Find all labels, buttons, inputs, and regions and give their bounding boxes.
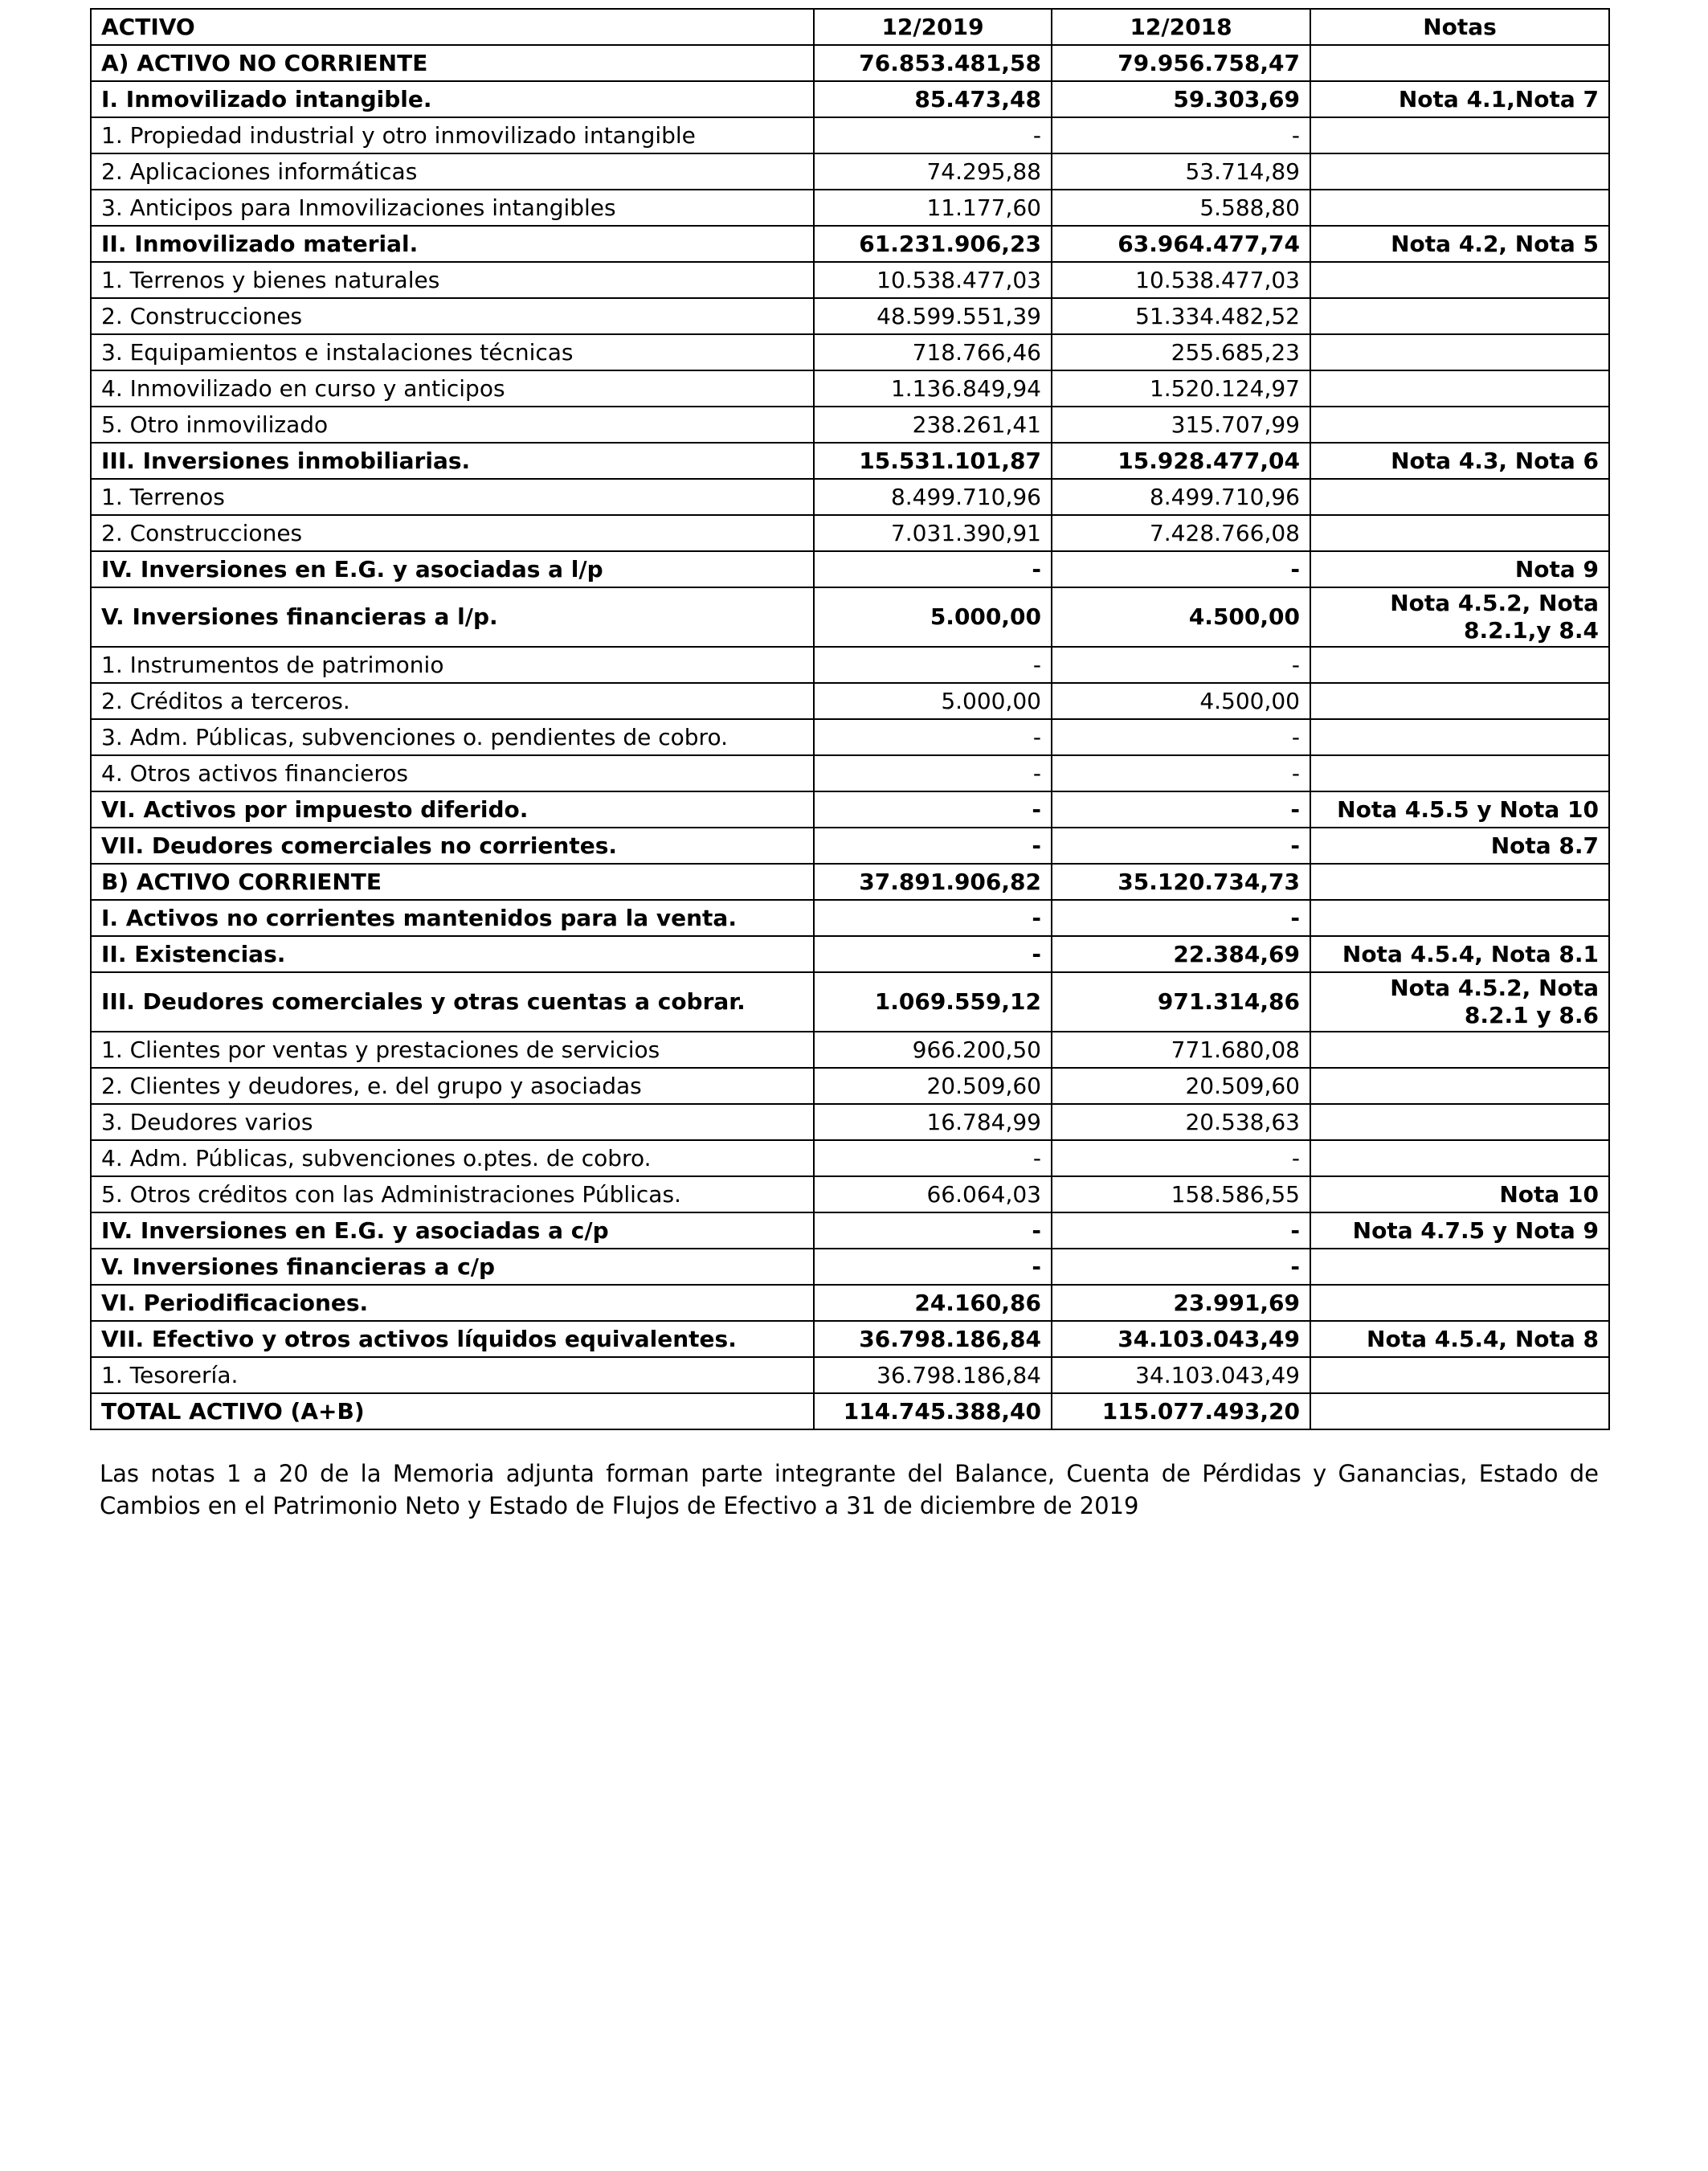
row-notes: [1310, 515, 1609, 551]
row-concept: VI. Periodificaciones.: [91, 1285, 814, 1321]
table-row: [91, 828, 1609, 864]
header-concept: ACTIVO: [91, 9, 814, 45]
row-notes: Nota 4.1,Nota 7: [1310, 81, 1609, 117]
table-row: [91, 551, 1609, 587]
row-value-2019: 48.599.551,39: [814, 298, 1052, 334]
table-row: [91, 117, 1609, 153]
row-concept: 1. Tesorería.: [91, 1357, 814, 1393]
row-value-2019: 76.853.481,58: [814, 45, 1052, 81]
row-concept: 1. Terrenos: [91, 479, 814, 515]
table-row: [91, 755, 1609, 791]
table-row: [91, 972, 1609, 1032]
row-value-2018: -: [1052, 791, 1310, 828]
row-concept: 3. Adm. Públicas, subvenciones o. pendientes de cobro.: [91, 719, 814, 755]
row-notes: [1310, 153, 1609, 190]
row-notes: Nota 4.5.2, Nota 8.2.1,y 8.4: [1310, 587, 1609, 647]
table-row: [91, 791, 1609, 828]
row-value-2018: 63.964.477,74: [1052, 226, 1310, 262]
row-value-2019: 15.531.101,87: [814, 443, 1052, 479]
row-concept: VII. Efectivo y otros activos líquidos equivalentes.: [91, 1321, 814, 1357]
row-value-2019: 10.538.477,03: [814, 262, 1052, 298]
row-value-2018: 34.103.043,49: [1052, 1357, 1310, 1393]
row-concept: TOTAL ACTIVO (A+B): [91, 1393, 814, 1429]
row-concept: A) ACTIVO NO CORRIENTE: [91, 45, 814, 81]
row-concept: III. Inversiones inmobiliarias.: [91, 443, 814, 479]
footnote: Las notas 1 a 20 de la Memoria adjunta forman parte integrante del Balance, Cuenta de Pérdidas y Ganancias, Estado de Cambios en el Patrimonio Neto y Estado de Flujos de Efectivo a 31 de diciembre de 2019: [100, 1460, 1599, 1519]
row-value-2018: -: [1052, 828, 1310, 864]
table-body: [91, 45, 1609, 1429]
row-value-2019: -: [814, 647, 1052, 683]
table-row: [91, 407, 1609, 443]
row-value-2018: 34.103.043,49: [1052, 1321, 1310, 1357]
row-value-2019: -: [814, 1249, 1052, 1285]
row-value-2018: 20.538,63: [1052, 1104, 1310, 1140]
row-concept: 5. Otro inmovilizado: [91, 407, 814, 443]
row-notes: Nota 4.5.4, Nota 8: [1310, 1321, 1609, 1357]
row-notes: [1310, 1393, 1609, 1429]
row-concept: 3. Anticipos para Inmovilizaciones intangibles: [91, 190, 814, 226]
row-concept: V. Inversiones financieras a l/p.: [91, 587, 814, 647]
row-notes: [1310, 479, 1609, 515]
row-value-2018: 51.334.482,52: [1052, 298, 1310, 334]
row-notes: Nota 4.7.5 y Nota 9: [1310, 1212, 1609, 1249]
table-row: [91, 370, 1609, 407]
row-value-2019: 8.499.710,96: [814, 479, 1052, 515]
row-notes: Nota 8.7: [1310, 828, 1609, 864]
row-concept: II. Inmovilizado material.: [91, 226, 814, 262]
row-value-2018: 15.928.477,04: [1052, 443, 1310, 479]
row-value-2018: 7.428.766,08: [1052, 515, 1310, 551]
row-notes: [1310, 45, 1609, 81]
row-value-2019: 37.891.906,82: [814, 864, 1052, 900]
row-notes: [1310, 190, 1609, 226]
row-notes: [1310, 370, 1609, 407]
row-value-2019: 36.798.186,84: [814, 1357, 1052, 1393]
row-value-2018: 59.303,69: [1052, 81, 1310, 117]
row-value-2019: 1.136.849,94: [814, 370, 1052, 407]
row-value-2019: 16.784,99: [814, 1104, 1052, 1140]
row-value-2019: 61.231.906,23: [814, 226, 1052, 262]
row-concept: 4. Otros activos financieros: [91, 755, 814, 791]
header-year-2019: 12/2019: [814, 9, 1052, 45]
table-row: [91, 1285, 1609, 1321]
row-value-2018: 8.499.710,96: [1052, 479, 1310, 515]
row-value-2018: -: [1052, 755, 1310, 791]
row-value-2018: 35.120.734,73: [1052, 864, 1310, 900]
row-value-2019: -: [814, 719, 1052, 755]
row-value-2018: 20.509,60: [1052, 1068, 1310, 1104]
row-concept: 3. Equipamientos e instalaciones técnicas: [91, 334, 814, 370]
table-row: [91, 226, 1609, 262]
row-value-2018: 22.384,69: [1052, 936, 1310, 972]
row-notes: Nota 4.5.2, Nota 8.2.1 y 8.6: [1310, 972, 1609, 1032]
balance-sheet-table: [90, 8, 1610, 1430]
row-value-2019: -: [814, 1140, 1052, 1176]
row-value-2019: 85.473,48: [814, 81, 1052, 117]
row-notes: [1310, 1140, 1609, 1176]
row-value-2019: 24.160,86: [814, 1285, 1052, 1321]
row-notes: Nota 4.5.4, Nota 8.1: [1310, 936, 1609, 972]
row-notes: Nota 4.3, Nota 6: [1310, 443, 1609, 479]
row-value-2018: 771.680,08: [1052, 1032, 1310, 1068]
row-notes: Nota 4.2, Nota 5: [1310, 226, 1609, 262]
table-row: [91, 334, 1609, 370]
row-notes: [1310, 1032, 1609, 1068]
row-notes: [1310, 900, 1609, 936]
table-row: [91, 1176, 1609, 1212]
row-concept: 1. Terrenos y bienes naturales: [91, 262, 814, 298]
row-concept: 1. Propiedad industrial y otro inmovilizado intangible: [91, 117, 814, 153]
row-value-2019: 718.766,46: [814, 334, 1052, 370]
row-concept: 1. Clientes por ventas y prestaciones de servicios: [91, 1032, 814, 1068]
row-concept: 3. Deudores varios: [91, 1104, 814, 1140]
row-value-2018: 23.991,69: [1052, 1285, 1310, 1321]
row-concept: 4. Inmovilizado en curso y anticipos: [91, 370, 814, 407]
table-row: [91, 683, 1609, 719]
row-concept: 2. Construcciones: [91, 298, 814, 334]
row-notes: Nota 10: [1310, 1176, 1609, 1212]
row-concept: III. Deudores comerciales y otras cuentas a cobrar.: [91, 972, 814, 1032]
row-value-2019: -: [814, 828, 1052, 864]
row-value-2019: 74.295,88: [814, 153, 1052, 190]
table-row: [91, 1357, 1609, 1393]
row-value-2018: 158.586,55: [1052, 1176, 1310, 1212]
table-row: [91, 1393, 1609, 1429]
row-notes: [1310, 298, 1609, 334]
row-notes: [1310, 683, 1609, 719]
header-notes: Notas: [1310, 9, 1609, 45]
table-row: [91, 1249, 1609, 1285]
row-concept: IV. Inversiones en E.G. y asociadas a l/p: [91, 551, 814, 587]
row-value-2019: 114.745.388,40: [814, 1393, 1052, 1429]
row-value-2018: 4.500,00: [1052, 587, 1310, 647]
row-concept: 2. Clientes y deudores, e. del grupo y asociadas: [91, 1068, 814, 1104]
table-row: [91, 515, 1609, 551]
row-value-2019: -: [814, 936, 1052, 972]
row-value-2018: -: [1052, 719, 1310, 755]
header-year-2018: 12/2018: [1052, 9, 1310, 45]
row-notes: [1310, 1357, 1609, 1393]
row-concept: B) ACTIVO CORRIENTE: [91, 864, 814, 900]
row-value-2018: -: [1052, 1140, 1310, 1176]
row-value-2018: 4.500,00: [1052, 683, 1310, 719]
row-concept: 2. Créditos a terceros.: [91, 683, 814, 719]
row-notes: [1310, 864, 1609, 900]
row-notes: [1310, 1068, 1609, 1104]
row-value-2019: -: [814, 791, 1052, 828]
table-row: [91, 1104, 1609, 1140]
table-row: [91, 1212, 1609, 1249]
table-row: [91, 936, 1609, 972]
row-concept: II. Existencias.: [91, 936, 814, 972]
row-concept: 2. Aplicaciones informáticas: [91, 153, 814, 190]
row-value-2019: 66.064,03: [814, 1176, 1052, 1212]
row-notes: [1310, 755, 1609, 791]
table-row: [91, 190, 1609, 226]
table-row: [91, 298, 1609, 334]
row-value-2019: -: [814, 551, 1052, 587]
table-row: [91, 81, 1609, 117]
row-value-2018: 971.314,86: [1052, 972, 1310, 1032]
row-value-2018: 10.538.477,03: [1052, 262, 1310, 298]
row-notes: [1310, 1285, 1609, 1321]
row-value-2018: 115.077.493,20: [1052, 1393, 1310, 1429]
row-value-2019: 5.000,00: [814, 683, 1052, 719]
table-row: [91, 900, 1609, 936]
row-value-2019: 238.261,41: [814, 407, 1052, 443]
table-row: [91, 864, 1609, 900]
row-value-2018: -: [1052, 900, 1310, 936]
row-notes: [1310, 334, 1609, 370]
row-value-2018: -: [1052, 551, 1310, 587]
table-row: [91, 479, 1609, 515]
row-notes: [1310, 1249, 1609, 1285]
row-concept: 2. Construcciones: [91, 515, 814, 551]
table-row: [91, 647, 1609, 683]
row-value-2018: 255.685,23: [1052, 334, 1310, 370]
table-row: [91, 153, 1609, 190]
row-value-2018: 5.588,80: [1052, 190, 1310, 226]
table-row: [91, 1321, 1609, 1357]
table-row: [91, 719, 1609, 755]
row-value-2019: 1.069.559,12: [814, 972, 1052, 1032]
row-value-2018: 53.714,89: [1052, 153, 1310, 190]
table-row: [91, 262, 1609, 298]
row-value-2018: 79.956.758,47: [1052, 45, 1310, 81]
row-value-2018: 315.707,99: [1052, 407, 1310, 443]
table-row: [91, 587, 1609, 647]
row-value-2019: 36.798.186,84: [814, 1321, 1052, 1357]
row-value-2019: 7.031.390,91: [814, 515, 1052, 551]
row-concept: I. Inmovilizado intangible.: [91, 81, 814, 117]
row-value-2018: -: [1052, 647, 1310, 683]
row-notes: [1310, 647, 1609, 683]
row-value-2018: -: [1052, 1212, 1310, 1249]
header-row: [91, 9, 1609, 45]
table-row: [91, 443, 1609, 479]
row-value-2018: -: [1052, 1249, 1310, 1285]
row-notes: [1310, 719, 1609, 755]
row-value-2019: -: [814, 117, 1052, 153]
row-notes: [1310, 1104, 1609, 1140]
row-concept: 1. Instrumentos de patrimonio: [91, 647, 814, 683]
row-concept: VII. Deudores comerciales no corrientes.: [91, 828, 814, 864]
row-value-2019: -: [814, 1212, 1052, 1249]
row-concept: 4. Adm. Públicas, subvenciones o.ptes. de cobro.: [91, 1140, 814, 1176]
table-header: [91, 9, 1609, 45]
row-concept: VI. Activos por impuesto diferido.: [91, 791, 814, 828]
row-value-2018: 1.520.124,97: [1052, 370, 1310, 407]
row-notes: [1310, 262, 1609, 298]
row-concept: IV. Inversiones en E.G. y asociadas a c/p: [91, 1212, 814, 1249]
row-notes: [1310, 117, 1609, 153]
row-concept: 5. Otros créditos con las Administraciones Públicas.: [91, 1176, 814, 1212]
row-value-2019: 5.000,00: [814, 587, 1052, 647]
table-row: [91, 1140, 1609, 1176]
table-row: [91, 1032, 1609, 1068]
row-notes: Nota 4.5.5 y Nota 10: [1310, 791, 1609, 828]
row-concept: V. Inversiones financieras a c/p: [91, 1249, 814, 1285]
row-notes: [1310, 407, 1609, 443]
row-value-2019: -: [814, 900, 1052, 936]
row-value-2018: -: [1052, 117, 1310, 153]
row-value-2019: 966.200,50: [814, 1032, 1052, 1068]
table-row: [91, 45, 1609, 81]
row-value-2019: 11.177,60: [814, 190, 1052, 226]
row-value-2019: 20.509,60: [814, 1068, 1052, 1104]
row-notes: Nota 9: [1310, 551, 1609, 587]
table-row: [91, 1068, 1609, 1104]
row-value-2019: -: [814, 755, 1052, 791]
row-concept: I. Activos no corrientes mantenidos para la venta.: [91, 900, 814, 936]
